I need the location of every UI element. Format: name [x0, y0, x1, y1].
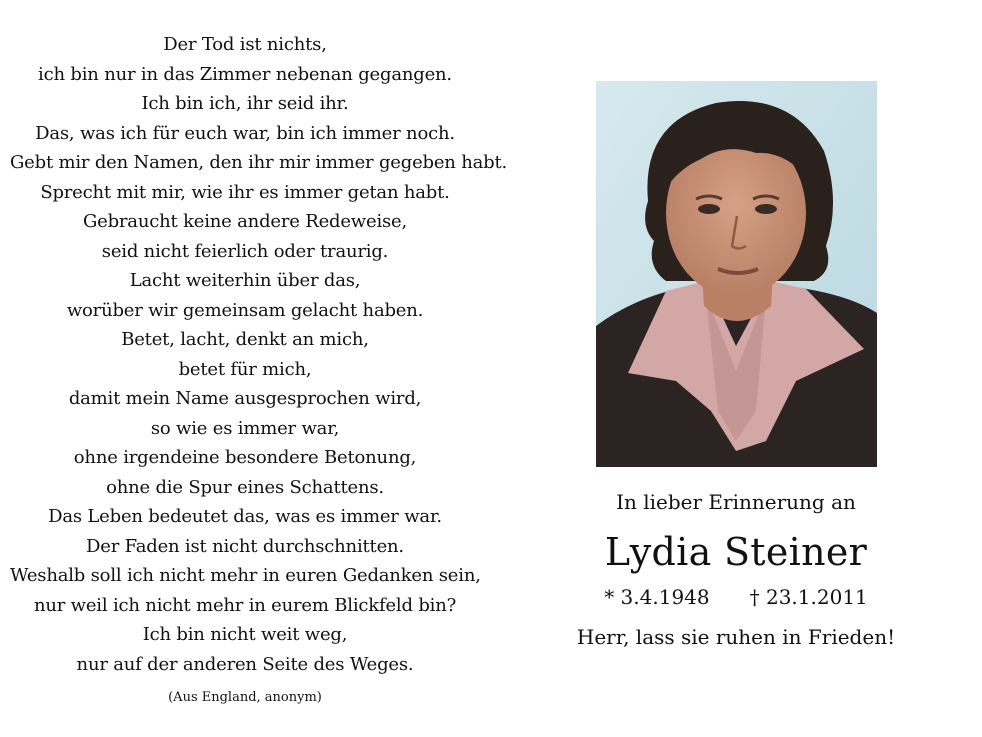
poem-source: (Aus England, anonym)	[168, 690, 322, 705]
poem-line: worüber wir gemeinsam gelacht haben.	[66, 299, 424, 321]
deceased-name: Lydia Steiner	[604, 530, 868, 574]
poem-line: Betet, lacht, denkt an mich,	[121, 329, 369, 350]
poem-column	[10, 30, 508, 707]
blessing-text: Herr, lass sie ruhen in Frieden!	[576, 625, 896, 649]
poem-line: Der Tod ist nichts,	[163, 34, 327, 55]
poem-line: Das Leben bedeutet das, was es immer war.	[48, 506, 442, 527]
poem-line: Der Faden ist nicht durchschnitten.	[86, 535, 404, 557]
death-date: † 23.1.2011	[749, 585, 868, 609]
poem-line: so wie es immer war,	[150, 417, 340, 439]
birth-date: * 3.4.1948	[604, 585, 710, 609]
poem-line: Gebt mir den Namen, den ihr mir immer gegeben habt.	[10, 152, 508, 173]
memorial-text	[560, 486, 912, 652]
poem-line: Ich bin nicht weit weg,	[142, 624, 348, 645]
poem-line: ohne irgendeine besondere Betonung,	[73, 447, 417, 468]
poem-line: nur weil ich nicht mehr in eurem Blickfeld bin?	[33, 594, 457, 616]
poem-line: Gebraucht keine andere Redeweise,	[82, 211, 408, 232]
memorial-intro: In lieber Erinnerung an	[616, 490, 856, 514]
poem-line: seid nicht feierlich oder traurig.	[101, 240, 389, 262]
poem-line: Das, was ich für euch war, bin ich immer noch.	[35, 122, 455, 144]
portrait-photo	[596, 81, 877, 467]
life-dates	[560, 582, 912, 612]
poem-line: nur auf der anderen Seite des Weges.	[76, 653, 414, 675]
poem-line: Sprecht mit mir, wie ihr es immer getan habt.	[40, 181, 450, 203]
poem-line: damit mein Name ausgesprochen wird,	[68, 388, 422, 409]
poem-line: Ich bin ich, ihr seid ihr.	[141, 93, 349, 114]
poem-line: ich bin nur in das Zimmer nebenan gegangen.	[38, 63, 452, 85]
poem-line: Lacht weiterhin über das,	[129, 270, 361, 291]
poem-line: Weshalb soll ich nicht mehr in euren Gedanken sein,	[10, 565, 481, 586]
poem-line: ohne die Spur eines Schattens.	[106, 476, 384, 498]
poem-line: betet für mich,	[178, 358, 312, 380]
portrait-illustration	[596, 81, 877, 467]
